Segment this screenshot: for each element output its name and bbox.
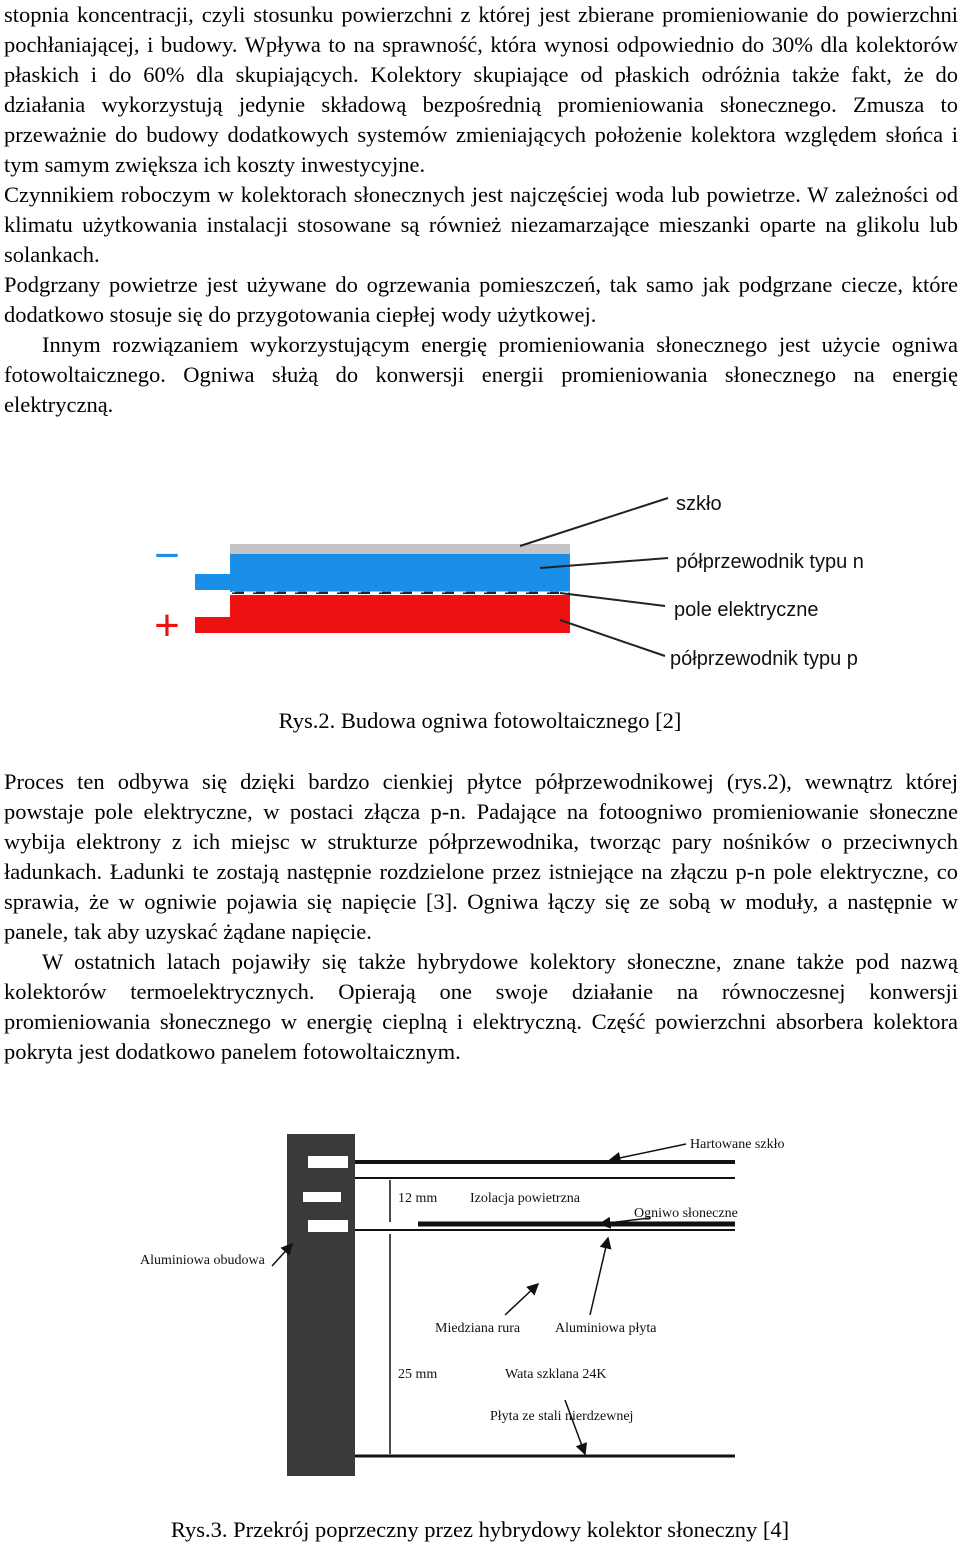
label-glass-wool: Wata szklana 24K <box>505 1367 607 1382</box>
figure-hybrid-collector <box>0 1120 960 1490</box>
label-air-insulation: Izolacja powietrzna <box>470 1191 580 1206</box>
label-aluminium-plate: Aluminiowa płyta <box>555 1321 657 1336</box>
paragraph: Proces ten odbywa się dzięki bardzo cienkiej płytce półprzewodnikowej (rys.2), wewnątrz której powstaje pole elektryczne, w postaci złącza p-n. Padające na fotoogniwo promieniowanie słoneczne wybija elektrony z ich miejsc w strukturze półprzewodnika, tworząc pary nośników o przeciwnych ładunkach. Ładunki te zostają następnie rozdzielone przez istniejące na złączu p-n pole elektryczne, co sprawia, że w ogniwie pojawia się napięcie [3]. Ogniwa łączy się ze sobą w moduły, a następnie w panele, tak aby uzyskać żądane napięcie. <box>4 769 958 944</box>
label-n-type: półprzewodnik typu n <box>676 551 864 573</box>
paragraph: Innym rozwiązaniem wykorzystującym energię promieniowania słonecznego jest użycie ogniwa fotowoltaicznego. Ogniwa służą do konwersji energii promieniowania słonecznego na energię elektryczną. <box>4 332 958 417</box>
label-solar-cell: Ogniwo słoneczne <box>634 1206 738 1221</box>
text-block-top <box>4 0 958 420</box>
p-type-layer <box>230 595 570 633</box>
housing-slot <box>303 1192 341 1202</box>
label-glass: szkło <box>676 493 722 515</box>
label-steel-plate: Płyta ze stali nierdzewnej <box>490 1409 634 1424</box>
red-contact-bar <box>195 617 231 633</box>
leader-line <box>560 620 665 656</box>
paragraph: stopnia koncentracji, czyli stosunku powierzchni z której jest zbierane promieniowanie do powierzchni pochłaniającej, i budowy. Wpływa to na sprawność, która wynosi odpowiednio do 30% dla kolektorów płaskich i do 60% dla skupiających. Kolektory skupiające od płaskich odróżnia także fakt, że do działania wykorzystują jedynie składową bezpośrednią promieniowania słonecznego. Zmusza to przeważnie do budowy dodatkowych systemów zmieniających położenie kolektora względem słońca i tym samym zwiększa ich koszty inwestycyjne. <box>4 2 958 177</box>
glass-slot <box>308 1156 348 1168</box>
glass-layer <box>230 544 570 554</box>
label-dim-25: 25 mm <box>398 1367 438 1382</box>
housing-slot <box>308 1220 348 1232</box>
figure-caption: Rys.2. Budowa ogniwa fotowoltaicznego [2] <box>278 708 682 733</box>
label-aluminium-housing: Aluminiowa obudowa <box>140 1253 265 1268</box>
paragraph: W ostatnich latach pojawiły się także hybrydowe kolektory słoneczne, znane także pod nazwą kolektorów termoelektrycznych. Opierają one swoje działanie na równoczesnej konwersji promieniowania słonecznego w energię cieplną i elektryczną. Część powierzchni absorbera kolektora pokryta jest dodatkowo panelem fotowoltaicznym. <box>4 949 958 1064</box>
arrow <box>610 1144 686 1160</box>
paragraph: Podgrzany powietrze jest używane do ogrzewania pomieszczeń, tak samo jak podgrzane ciecze, które dodatkowo stosuje się do przygotowania ciepłej wody użytkowej. <box>4 272 958 327</box>
n-type-layer <box>230 554 570 592</box>
minus-sign: − <box>154 531 180 580</box>
figure-pv-cell <box>0 480 960 680</box>
label-copper-pipe: Miedziana rura <box>435 1321 521 1336</box>
text-block-middle <box>4 767 958 1067</box>
label-p-type: półprzewodnik typu p <box>670 648 858 670</box>
aluminium-housing <box>287 1134 355 1476</box>
label-field: pole elektryczne <box>674 599 819 621</box>
label-tempered-glass: Hartowane szkło <box>690 1137 785 1152</box>
label-dim-12: 12 mm <box>398 1191 438 1206</box>
paragraph: Czynnikiem roboczym w kolektorach słonecznych jest najczęściej woda lub powietrze. W zależności od klimatu użytkowania instalacji stosowane są również niezamarzające mieszanki oparte na glikolu lub solankach. <box>4 182 958 267</box>
figure-caption: Rys.3. Przekrój poprzeczny przez hybrydowy kolektor słoneczny [4] <box>170 1517 790 1542</box>
blue-contact-bar <box>195 574 231 590</box>
leader-line <box>560 593 665 606</box>
plus-sign: + <box>154 601 180 650</box>
arrow <box>505 1284 538 1315</box>
leader-line <box>520 498 668 546</box>
arrow <box>590 1238 608 1315</box>
